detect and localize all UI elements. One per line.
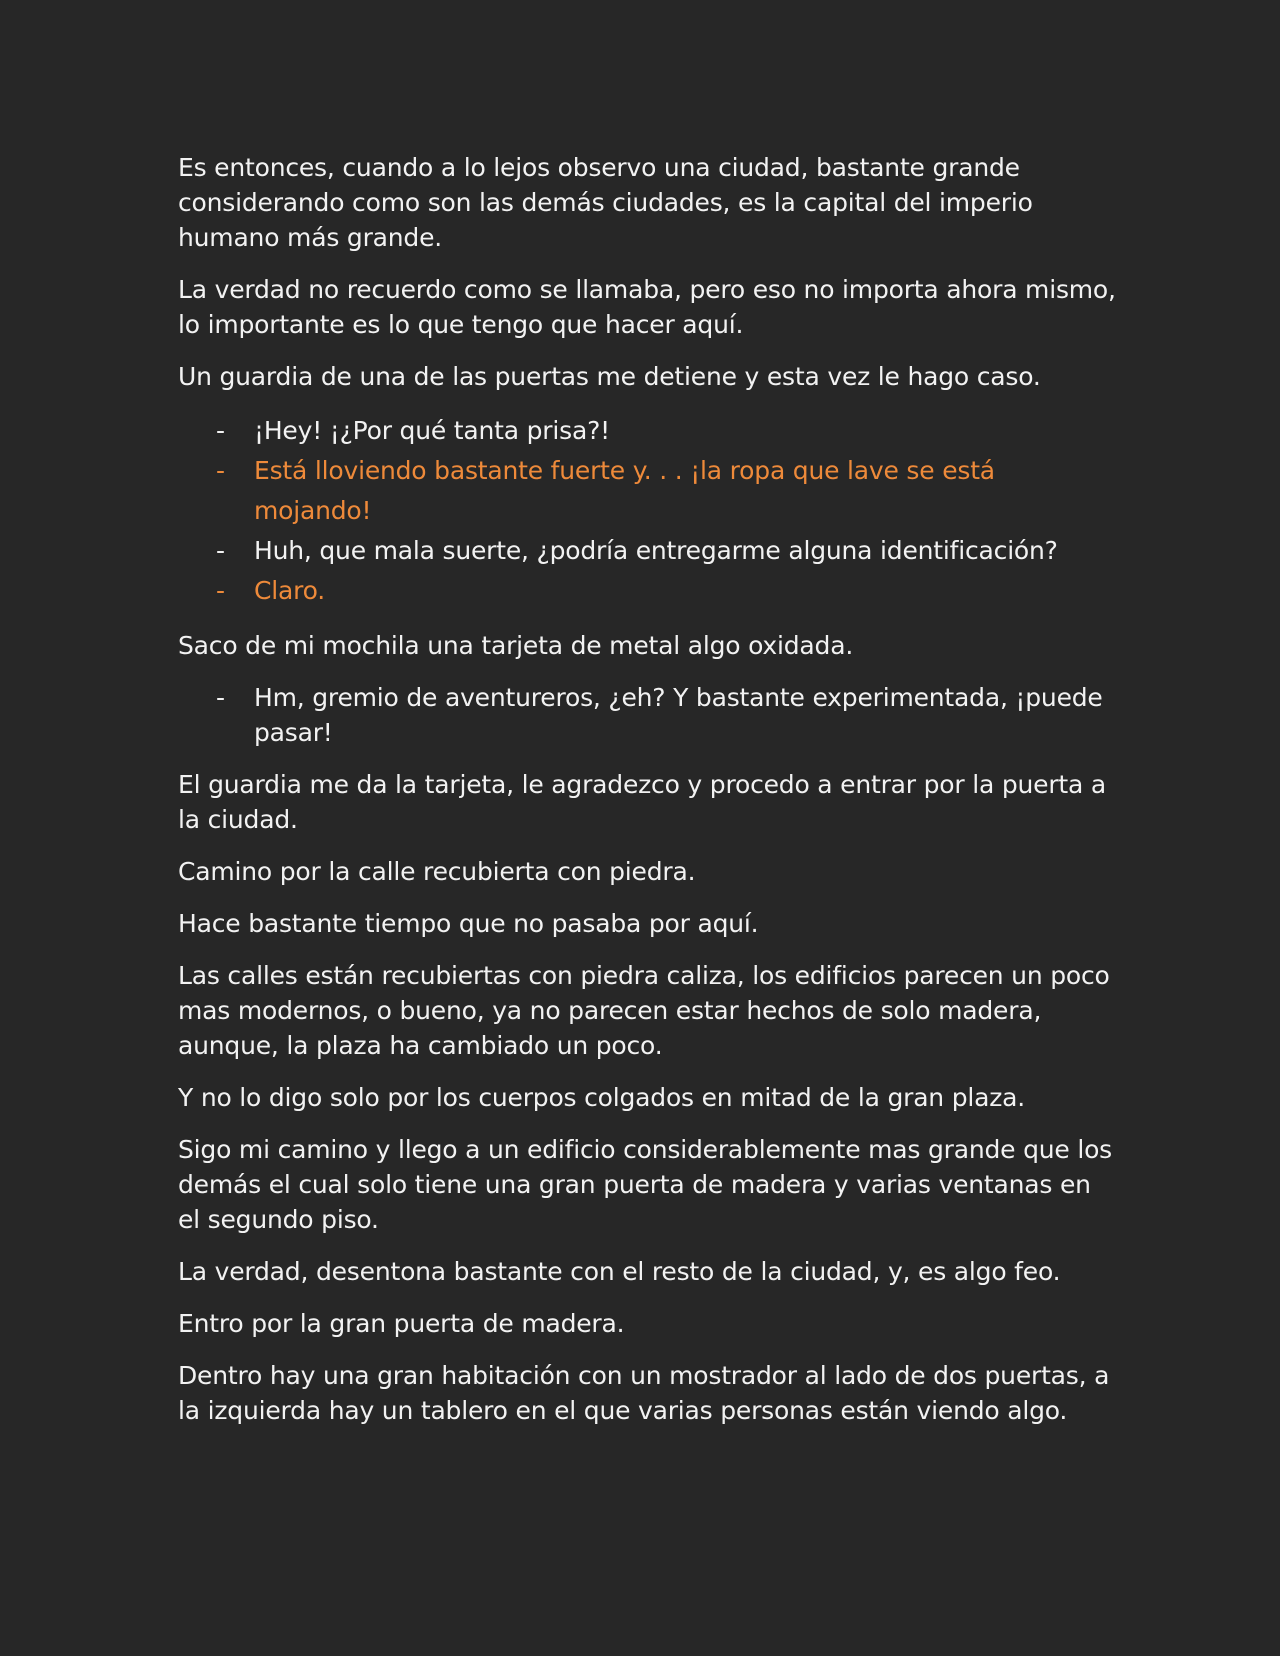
paragraph: Y no lo digo solo por los cuerpos colgados en mitad de la gran plaza. [178,1083,1026,1112]
paragraph: El guardia me da la tarjeta, le agradezco y procedo a entrar por la puerta a la ciudad. [178,770,1106,834]
dialogue-text: ¡Hey! ¡¿Por qué tanta prisa?! [254,416,610,445]
dialogue-line-protagonist [178,571,1118,611]
story-text [178,150,1118,1445]
dialogue-text: Huh, que mala suerte, ¿podría entregarme alguna identificación? [254,536,1058,565]
dialogue-text: Hm, gremio de aventureros, ¿eh? Y bastante experimentada, ¡puede pasar! [254,683,1103,747]
dialogue-dash: - [216,576,225,605]
paragraph: Saco de mi mochila una tarjeta de metal algo oxidada. [178,631,854,660]
dialogue-text: Claro. [254,576,326,605]
dialogue-text: Está lloviendo bastante fuerte y. . . ¡la ropa que lave se está mojando! [254,456,995,525]
dialogue-line-guard [178,531,1118,571]
dialogue-dash: - [216,456,225,485]
dialogue-line-guard [178,680,1118,750]
dialogue-dash: - [216,536,225,565]
paragraph: Es entonces, cuando a lo lejos observo una ciudad, bastante grande considerando como son las demás ciudades, es la capital del imperio humano más grande. [178,153,1033,252]
dialogue-block [178,411,1118,611]
paragraph: Dentro hay una gran habitación con un mostrador al lado de dos puertas, a la izquierda hay un tablero en el que varias personas están viendo algo. [178,1361,1110,1425]
paragraph: La verdad no recuerdo como se llamaba, pero eso no importa ahora mismo, lo importante es lo que tengo que hacer aquí. [178,275,1116,339]
paragraph: Hace bastante tiempo que no pasaba por aquí. [178,909,759,938]
paragraph: La verdad, desentona bastante con el resto de la ciudad, y, es algo feo. [178,1257,1061,1286]
paragraph: Entro por la gran puerta de madera. [178,1309,625,1338]
paragraph: Camino por la calle recubierta con piedra. [178,857,696,886]
dialogue-line-guard [178,411,1118,451]
paragraph: Un guardia de una de las puertas me detiene y esta vez le hago caso. [178,362,1041,391]
dialogue-line-protagonist [178,451,1118,531]
dialogue-dash: - [216,416,225,445]
dialogue-dash: - [216,683,225,712]
paragraph: Las calles están recubiertas con piedra caliza, los edificios parecen un poco mas modernos, o bueno, ya no parecen estar hechos de solo madera, aunque, la plaza ha cambiado un poco. [178,961,1110,1060]
paragraph: Sigo mi camino y llego a un edificio considerablemente mas grande que los demás el cual solo tiene una gran puerta de madera y varias ventanas en el segundo piso. [178,1135,1112,1234]
dialogue-block [178,680,1118,750]
